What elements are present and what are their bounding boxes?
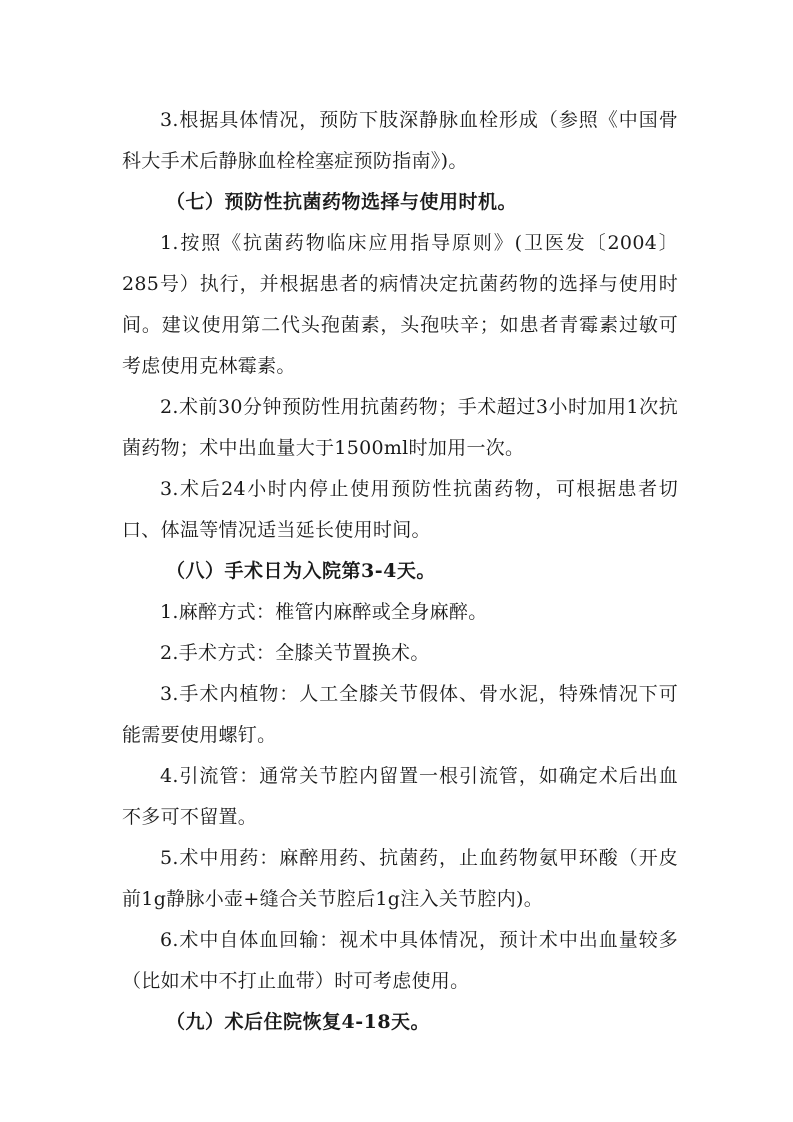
paragraph-implants: 3.手术内植物：人工全膝关节假体、骨水泥，特殊情况下可能需要使用螺钉。 bbox=[122, 683, 678, 746]
paragraph-surgery-method: 2.手术方式：全膝关节置换术。 bbox=[160, 642, 430, 664]
document-page bbox=[122, 100, 678, 1043]
paragraph-drainage: 4.引流管：通常关节腔内留置一根引流管，如确定术后出血不多可不留置。 bbox=[122, 765, 678, 828]
paragraph-antibiotic-guideline: 1.按照《抗菌药物临床应用指导原则》(卫医发〔2004〕285号）执行，并根据患者的病情决定抗菌药物的选择与使用时间。建议使用第二代头孢菌素，头孢呋辛；如患者青霉素过敏可考虑使用克林霉素。 bbox=[122, 232, 678, 377]
paragraph-intraop-medication: 5.术中用药：麻醉用药、抗菌药，止血药物氨甲环酸（开皮前1g静脉小壶+缝合关节腔后1g注入关节腔内)。 bbox=[122, 847, 678, 910]
section-heading-surgery-day: （八）手术日为入院第3-4天。 bbox=[166, 560, 436, 582]
paragraph-preop-antibiotic: 2.术前30分钟预防性用抗菌药物；手术超过3小时加用1次抗菌药物；术中出血量大于1500ml时加用一次。 bbox=[122, 396, 678, 459]
paragraph-autotransfusion: 6.术中自体血回输：视术中具体情况，预计术中出血量较多（比如术中不打止血带）时可考虑使用。 bbox=[122, 929, 678, 992]
section-heading-antibiotics: （七）预防性抗菌药物选择与使用时机。 bbox=[166, 191, 518, 213]
paragraph-postop-antibiotic: 3.术后24小时内停止使用预防性抗菌药物，可根据患者切口、体温等情况适当延长使用时间。 bbox=[122, 478, 678, 541]
paragraph-anesthesia: 1.麻醉方式：椎管内麻醉或全身麻醉。 bbox=[160, 601, 488, 623]
paragraph-dvt-prevention: 3.根据具体情况，预防下肢深静脉血栓形成（参照《中国骨科大手术后静脉血栓栓塞症预防指南》)。 bbox=[122, 109, 678, 172]
section-heading-postop-stay: （九）术后住院恢复4-18天。 bbox=[166, 1011, 431, 1033]
